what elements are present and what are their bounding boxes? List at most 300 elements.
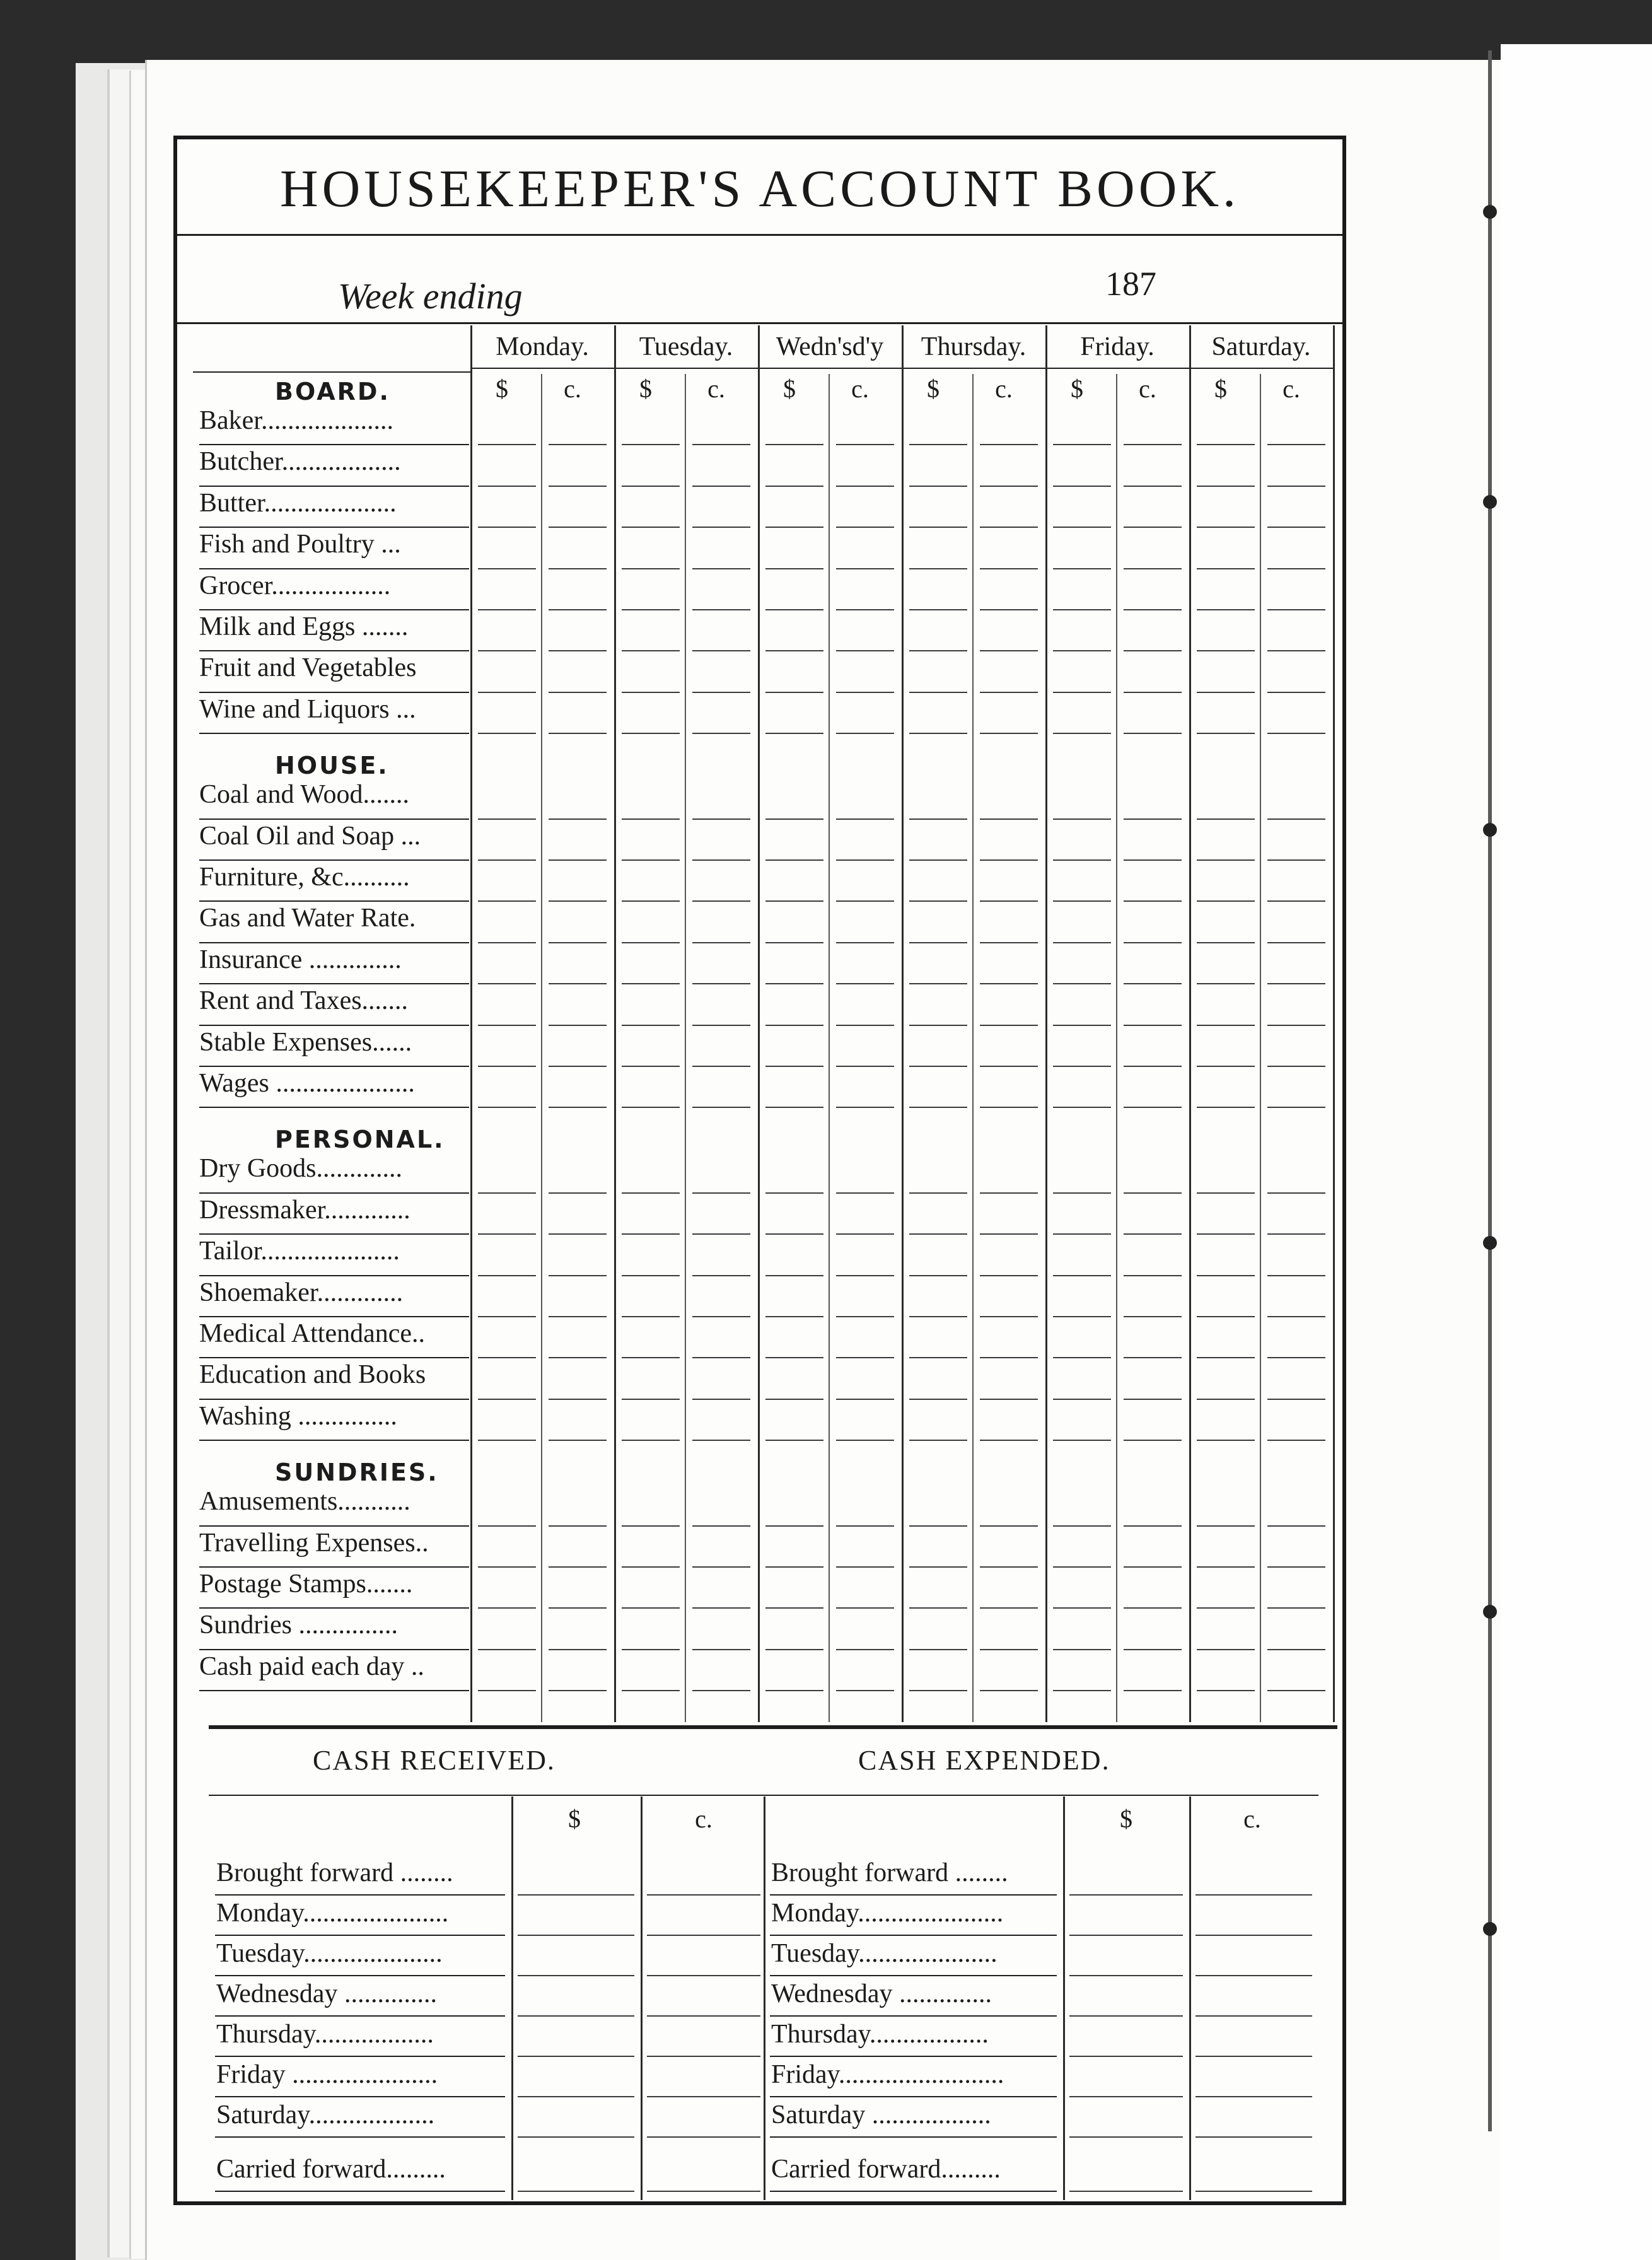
cash-cent-header: c. [1243,1805,1261,1833]
cash-dollar-header: $ [568,1805,581,1833]
entry-line [836,1649,894,1650]
row-label-rule [199,486,469,487]
entry-line [1267,609,1325,610]
cash-entry-line [1195,2056,1312,2057]
entry-line [692,486,750,487]
entry-line [909,983,967,984]
entry-line [478,1275,536,1276]
entry-line [1053,1649,1111,1650]
entry-line [622,527,680,528]
row-label: Dry Goods............. [199,1154,402,1184]
entry-line [765,1607,823,1609]
dollar-cent-divider [685,374,686,1722]
entry-line [1053,1566,1111,1568]
cash-entry-line [1195,2136,1312,2138]
cash-row-label: Friday ...................... [216,2060,438,2089]
entry-line [549,1690,607,1691]
entry-line [1267,486,1325,487]
entry-line [1053,1316,1111,1317]
entry-line [980,1107,1038,1108]
cent-header: c. [564,375,581,403]
entry-line [980,486,1038,487]
entry-line [765,733,823,734]
entry-line [1197,983,1255,984]
row-label-rule [199,1025,469,1026]
entry-line [980,900,1038,902]
cash-row-rule [215,1894,505,1896]
cash-row-label: Saturday................... [216,2100,435,2129]
entry-line [1267,1107,1325,1108]
cash-row-label: Friday......................... [771,2060,1004,2089]
cash-entry-line [518,1894,634,1896]
entry-line [1197,1440,1255,1441]
entry-line [909,1192,967,1194]
entry-line [478,1399,536,1400]
entry-line [692,1566,750,1568]
entry-line [909,1440,967,1441]
entry-line [1053,486,1111,487]
entry-line [1124,1649,1182,1650]
row-label: Medical Attendance.. [199,1319,426,1348]
entry-line [1267,1066,1325,1067]
entry-line [1053,650,1111,651]
cash-entry-line [518,1975,634,1976]
entry-line [549,1275,607,1276]
entry-line [1267,1566,1325,1568]
entry-line [980,609,1038,610]
entry-line [836,1192,894,1194]
row-label-rule [199,942,469,943]
cash-entry-line [1195,2096,1312,2097]
cent-header: c. [851,375,869,403]
entry-line [765,1192,823,1194]
entry-line [478,692,536,693]
entry-line [980,568,1038,569]
entry-line [765,1233,823,1235]
entry-line [692,1399,750,1400]
entry-line [692,568,750,569]
entry-line [1197,609,1255,610]
cash-entry-line [1069,2056,1183,2057]
entry-line [1053,609,1111,610]
cash-entry-line [1069,2136,1183,2138]
entry-line [1053,1025,1111,1026]
entry-line [980,1316,1038,1317]
row-label: Insurance .............. [199,945,402,974]
dollar-cent-divider [1116,374,1117,1722]
entry-line [836,1399,894,1400]
entry-line [836,900,894,902]
entry-line [478,1525,536,1527]
entry-line [980,1192,1038,1194]
section-heading-3: SUNDRIES. [275,1459,439,1487]
entry-line [549,692,607,693]
entry-line [692,1275,750,1276]
entry-line [1124,1566,1182,1568]
row-label-rule [199,609,469,610]
entry-line [478,444,536,445]
entry-line [765,1316,823,1317]
day-header-1: Tuesday. [639,332,733,361]
entry-line [836,859,894,861]
entry-line [1124,818,1182,820]
entry-line [909,1275,967,1276]
cash-entry-line [518,1935,634,1936]
section-heading-2: PERSONAL. [275,1126,445,1154]
row-label: Butcher.................. [199,447,401,477]
entry-line [1124,609,1182,610]
entry-line [765,1399,823,1400]
cash-row-label: Thursday.................. [771,2020,989,2049]
entry-line [478,650,536,651]
entry-line [836,818,894,820]
cash-row-rule [770,2015,1057,2017]
day-column-divider [1333,325,1335,1722]
entry-line [692,1107,750,1108]
entry-line [1197,1525,1255,1527]
entry-line [909,650,967,651]
row-label: Butter.................... [199,488,397,518]
row-label: Amusements........... [199,1487,410,1517]
entry-line [1124,1607,1182,1609]
entry-line [692,859,750,861]
entry-line [478,1440,536,1441]
cash_expended-heading: CASH EXPENDED. [858,1745,1110,1776]
entry-line [765,650,823,651]
dollar-header: $ [496,375,508,403]
entry-line [909,733,967,734]
entry-line [622,568,680,569]
entry-line [622,1066,680,1067]
entry-line [1124,1525,1182,1527]
entry-line [1053,818,1111,820]
entry-line [549,650,607,651]
cash-row-rule [770,2191,1057,2192]
cash-cent-header: c. [695,1805,713,1833]
entry-line [622,1107,680,1108]
cash-entry-line [1195,1935,1312,1936]
cash-row-label: Wednesday .............. [216,1979,438,2008]
cash-entry-line [1069,2191,1183,2192]
cash-entry-line [647,2015,760,2017]
row-label: Dressmaker............. [199,1195,410,1225]
entry-line [622,1440,680,1441]
entry-line [980,859,1038,861]
entry-line [549,733,607,734]
dollar-header: $ [639,375,652,403]
binding-stitch [1483,1922,1497,1936]
entry-line [1267,1399,1325,1400]
entry-line [909,859,967,861]
entry-line [622,859,680,861]
entry-line [980,1399,1038,1400]
entry-line [692,527,750,528]
row-label: Grocer.................. [199,571,391,600]
entry-line [549,1107,607,1108]
cash-entry-line [647,1935,760,1936]
entry-line [1197,733,1255,734]
entry-line [1053,1107,1111,1108]
entry-line [980,733,1038,734]
row-label-rule [199,1316,469,1317]
row-label-rule [199,692,469,693]
cash-entry-line [1069,1894,1183,1896]
cash-entry-line [1195,2015,1312,2017]
entry-line [692,650,750,651]
cash-entry-line [1195,2191,1312,2192]
entry-line [549,609,607,610]
entry-line [622,609,680,610]
row-label-rule [199,527,469,528]
binding-stitch [1483,823,1497,837]
entry-line [478,733,536,734]
cash-row-label: Thursday.................. [216,2020,434,2049]
entry-line [980,444,1038,445]
cash-dollar-header: $ [1120,1805,1132,1833]
day-header-3: Thursday. [921,332,1027,361]
row-label: Baker.................... [199,406,393,435]
entry-line [478,1649,536,1650]
cent-header: c. [1283,375,1300,403]
dollar-cent-divider [829,374,830,1722]
cash-row-label: Monday...................... [216,1899,449,1928]
row-label-rule [199,444,469,445]
entry-line [765,1649,823,1650]
entry-line [549,1316,607,1317]
entry-line [836,1107,894,1108]
row-label: Coal Oil and Soap ... [199,821,421,851]
entry-line [765,1690,823,1691]
entry-line [1197,818,1255,820]
entry-line [622,444,680,445]
row-label-rule [199,1107,469,1108]
entry-line [836,650,894,651]
facing-page [1501,44,1652,2260]
entry-line [622,1192,680,1194]
entry-line [1267,818,1325,820]
entry-line [478,1233,536,1235]
entry-line [1053,1690,1111,1691]
entry-line [980,692,1038,693]
entry-line [1197,1107,1255,1108]
cash-row-rule [770,1935,1057,1936]
entry-line [1197,1316,1255,1317]
entry-line [622,733,680,734]
row-label-rule [199,650,469,651]
entry-line [1197,1025,1255,1026]
entry-line [1124,1440,1182,1441]
entry-line [1267,1357,1325,1358]
entry-line [1053,859,1111,861]
entry-line [1053,733,1111,734]
entry-line [1267,1025,1325,1026]
entry-line [478,609,536,610]
row-label: Wages ..................... [199,1069,415,1098]
entry-line [478,1607,536,1609]
entry-line [622,1649,680,1650]
row-label-rule [199,983,469,984]
entry-line [909,1107,967,1108]
cash-row-rule [215,2056,505,2057]
entry-line [836,1690,894,1691]
entry-line [549,1066,607,1067]
entry-line [549,1192,607,1194]
cash-row-rule [770,2056,1057,2057]
dollar-cent-divider [541,374,542,1722]
entry-line [478,486,536,487]
entry-line [909,568,967,569]
cash-column-divider [641,1797,643,2200]
row-label-rule [199,1440,469,1441]
entry-line [909,1316,967,1317]
row-label: Tailor..................... [199,1237,400,1266]
cash-entry-line [1195,1975,1312,1976]
binding-gutter [1488,50,1492,2131]
entry-line [1267,942,1325,943]
entry-line [692,983,750,984]
week-ending-label: Week ending [338,276,523,317]
entry-line [765,1566,823,1568]
entry-line [1124,942,1182,943]
entry-line [549,486,607,487]
entry-line [765,942,823,943]
entry-line [1197,942,1255,943]
entry-line [1053,1066,1111,1067]
entry-line [622,1357,680,1358]
entry-line [1197,486,1255,487]
entry-line [1197,568,1255,569]
day-column-divider [470,325,472,1722]
cash-box-divider [764,1797,765,2200]
entry-line [478,1107,536,1108]
entry-line [549,1233,607,1235]
entry-line [549,859,607,861]
entry-line [1267,692,1325,693]
dollar-header: $ [927,375,939,403]
entry-line [622,818,680,820]
entry-line [692,733,750,734]
entry-line [1267,527,1325,528]
entry-line [980,1233,1038,1235]
cash-row-label: Monday...................... [771,1899,1004,1928]
entry-line [1124,1690,1182,1691]
cash-column-divider [511,1797,513,2200]
entry-line [1053,527,1111,528]
cash-row-label: Tuesday..................... [216,1939,443,1968]
entry-line [692,1233,750,1235]
entry-line [478,568,536,569]
entry-line [622,1399,680,1400]
entry-line [478,859,536,861]
dollar-header: $ [1071,375,1083,403]
entry-line [622,1607,680,1609]
entry-line [1124,568,1182,569]
entry-line [1197,1607,1255,1609]
entry-line [1267,1690,1325,1691]
entry-line [909,1690,967,1691]
entry-line [980,983,1038,984]
entry-line [478,527,536,528]
title-rule [177,234,1342,236]
entry-line [692,1525,750,1527]
cash-row-rule [770,2096,1057,2097]
entry-line [1267,1233,1325,1235]
entry-line [549,1357,607,1358]
entry-line [692,1357,750,1358]
entry-line [478,1192,536,1194]
entry-line [692,1649,750,1650]
entry-line [1267,1440,1325,1441]
entry-line [1267,444,1325,445]
entry-line [980,1690,1038,1691]
entry-line [692,1192,750,1194]
cash-row-rule [215,2191,505,2192]
entry-line [478,1025,536,1026]
entry-line [1053,444,1111,445]
cash-entry-line [1069,2096,1183,2097]
label-header-rule [193,371,470,373]
entry-line [1053,1607,1111,1609]
cash-row-label: Carried forward......... [771,2155,1001,2184]
entry-line [909,1025,967,1026]
section-heading-1: HOUSE. [275,752,389,780]
day-header-4: Friday. [1080,332,1155,361]
entry-line [1124,733,1182,734]
cash-entry-line [1069,1935,1183,1936]
entry-line [1053,900,1111,902]
entry-line [980,1607,1038,1609]
entry-line [622,1316,680,1317]
entry-line [980,942,1038,943]
entry-line [1197,1192,1255,1194]
cash-row-rule [770,2136,1057,2138]
entry-line [980,650,1038,651]
entry-line [692,444,750,445]
entry-line [909,1066,967,1067]
entry-line [836,486,894,487]
entry-line [692,1025,750,1026]
entry-line [836,1233,894,1235]
cash-column-divider [1189,1797,1191,2200]
entry-line [622,692,680,693]
entry-line [909,1607,967,1609]
entry-line [549,1440,607,1441]
entry-line [909,1357,967,1358]
entry-line [1124,1275,1182,1276]
binding-stitch [1483,1605,1497,1619]
entry-line [622,1525,680,1527]
entry-line [909,1399,967,1400]
row-label-rule [199,900,469,902]
cash-row-rule [770,1894,1057,1896]
row-label: Coal and Wood....... [199,780,409,810]
entry-line [909,1649,967,1650]
cash-entry-line [518,2015,634,2017]
row-label-rule [199,1399,469,1400]
entry-line [1267,1316,1325,1317]
entry-line [1197,1649,1255,1650]
cash-row-label: Wednesday .............. [771,1979,992,2008]
entry-line [622,983,680,984]
entry-line [765,1525,823,1527]
row-label: Postage Stamps....... [199,1570,413,1599]
dollar-cent-divider [972,374,974,1722]
cash-row-rule [215,2136,505,2138]
entry-line [909,527,967,528]
entry-line [1124,486,1182,487]
entry-line [1124,1399,1182,1400]
year-label: 187 [1105,265,1156,303]
